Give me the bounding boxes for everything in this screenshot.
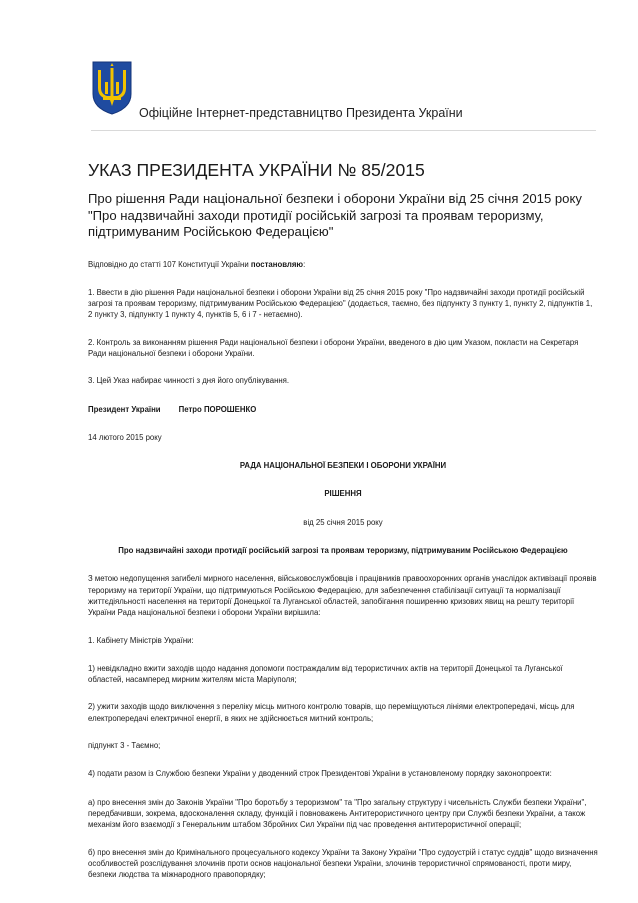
decree-title: УКАЗ ПРЕЗИДЕНТА УКРАЇНИ № 85/2015 (88, 160, 425, 180)
ukraine-coat-of-arms-icon (91, 60, 133, 116)
decision-paragraph: б) про внесення змін до Кримінального процесуального кодексу України та Закону України "Про судоустрій і статус суддів" щодо визначення особливостей розслідування злочинів проти основ національної безпеки України, злочинів терористичної спрямованості, проти миру, безпеки людства та міжнародного правопорядку; (88, 847, 598, 880)
decree-date: 14 лютого 2015 року (88, 432, 162, 442)
decree-item-1: 1. Ввести в дію рішення Ради національної безпеки і оборони України від 25 січня 2015 року "Про надзвичайні заходи протидії російській загрозі та проявам тероризму, підтримуваним Російською Федерацією" (додається, таємно, без підпункту 3 пункту 1, пункту 2, підпунктів 1, 2 пункту 3, підпункту 1 пункту 4, пунктів 5, 6 і 7 - нетаємно). (88, 287, 593, 320)
decision-title-text: Про надзвичайні заходи протидії російській загрозі та проявам тероризму, підтримуваним Російською Федерацією (118, 546, 568, 556)
decision-paragraph: 1) невідкладно вжити заходів щодо надання допомоги постраждалим від терористичних актів на території Донецької та Луганської областей, насамперед мирним жителям міста Маріуполя; (88, 663, 563, 685)
decision-date: від 25 січня 2015 року (303, 517, 383, 527)
signature (88, 404, 598, 415)
signature-name: Петро ПОРОШЕНКО (178, 404, 257, 414)
council-name: РАДА НАЦІОНАЛЬНОЇ БЕЗПЕКИ І ОБОРОНИ УКРАЇНИ (239, 461, 447, 471)
preamble-end: : (303, 259, 306, 269)
document-body (88, 160, 598, 896)
decision-type-label: РІШЕННЯ (324, 489, 362, 499)
decree-subtitle: Про рішення Ради національної безпеки і оборони України від 25 січня 2015 року "Про надзвичайні заходи протидії російській загрозі та проявам тероризму, підтримуваним Російською Федерацією" (88, 191, 582, 239)
decree-preamble (88, 259, 598, 270)
decision-paragraph: 4) подати разом із Службою безпеки України у дводенний строк Президентові України в установленому порядку законопроекти: (88, 769, 552, 779)
decision-intro: З метою недопущення загибелі мирного населення, військовослужбовців і працівників правоохоронних органів унаслідок активізації проявів тероризму на території України, що підтримуються Російською Федерацією, для забезпечення стабілізації ситуації та нормалізації життєдіяльності населення на території Донецької та Луганської областей, запобігання поширенню кризових явищ на решту території України Рада національної безпеки і оборони України вирішила: (88, 574, 597, 618)
site-title[interactable]: Офіційне Інтернет-представництво Президента України (139, 106, 463, 120)
decision-type (88, 488, 598, 499)
preamble-bold: постановляю (250, 259, 304, 269)
site-header (91, 60, 596, 130)
signature-position: Президент України (88, 404, 161, 414)
decree-item-2: 2. Контроль за виконанням рішення Ради національної безпеки і оборони України, введеного в дію цим Указом, покласти на Секретаря Ради національної безпеки і оборони України. (88, 337, 579, 358)
decree-item-3: 3. Цей Указ набирає чинності з дня його опублікування. (88, 376, 290, 386)
decision-paragraph: 2) ужити заходів щодо виключення з переліку місць митного контролю товарів, що переміщуються лініями електропередачі, місць для електропередачі електричної енергії, в яких не здійснюється митний контроль; (88, 702, 575, 723)
preamble-text: Відповідно до статті 107 Конституції України (88, 259, 251, 269)
decision-title (88, 545, 598, 556)
decision-paragraph: 1. Кабінету Міністрів України: (88, 635, 194, 645)
decision-paragraph: підпункт 3 - Таємно; (88, 741, 161, 751)
decision-paragraph: а) про внесення змін до Законів України "Про боротьбу з тероризмом" та "Про загальну структуру і чисельність Служби безпеки України", передбачивши, зокрема, вдосконалення складу, функцій і повноважень Антитерористичного центру при Службі безпеки України, а також механізм його взаємодії з Генеральним штабом Збройних Сил України під час проведення антитерористичної операції; (88, 797, 587, 830)
header-divider (91, 130, 596, 131)
council-heading (88, 460, 598, 471)
